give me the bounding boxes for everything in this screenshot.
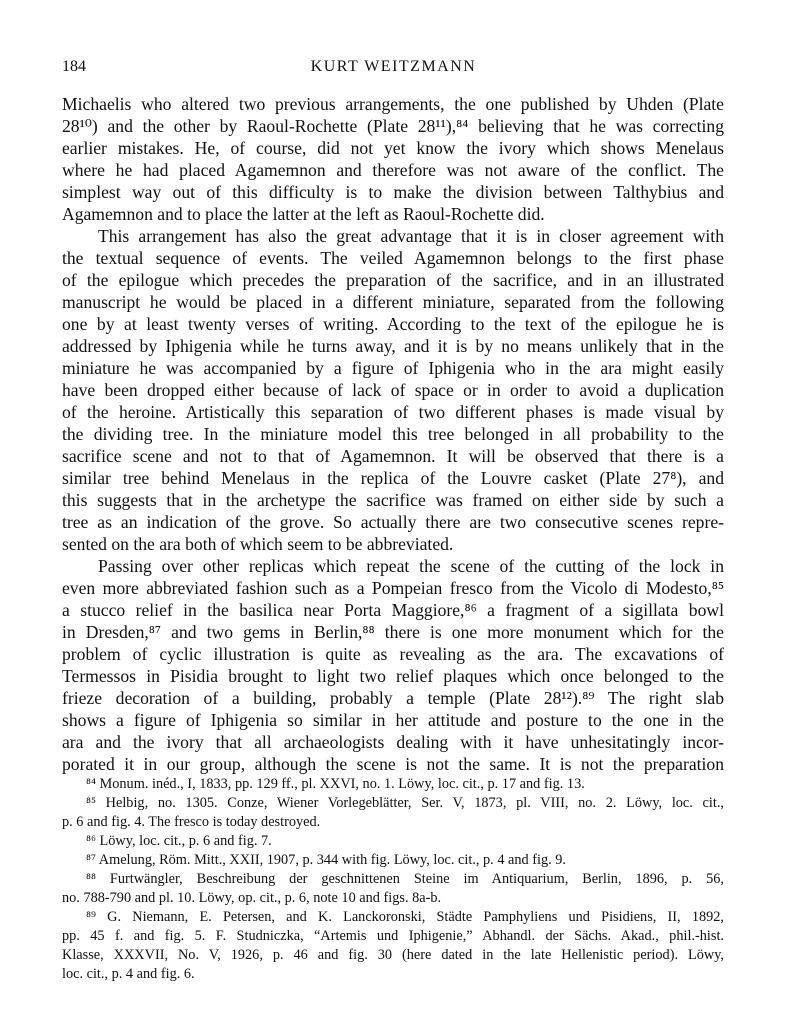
body-line: 28¹⁰) and the other by Raoul-Rochette (Plate 28¹¹),⁸⁴ believing that he was correcting <box>62 116 724 136</box>
body-line: in Dresden,⁸⁷ and two gems in Berlin,⁸⁸ there is one more monument which for the <box>62 622 724 642</box>
footnote-line: ⁸⁵ Helbig, no. 1305. Conze, Wiener Vorlegeblätter, Ser. V, 1873, pl. VIII, no. 2. Löwy, loc. cit., <box>86 795 724 811</box>
body-line: similar tree behind Menelaus in the replica of the Louvre casket (Plate 27⁸), and <box>62 468 724 488</box>
footnote-line: p. 6 and fig. 4. The fresco is today destroyed. <box>62 814 321 830</box>
footnote-line: ⁸⁴ Monum. inéd., I, 1833, pp. 129 ff., pl. XXVI, no. 1. Löwy, loc. cit., p. 17 and fig. 13. <box>86 776 585 792</box>
body-line: addressed by Iphigenia while he turns away, and it is by no means unlikely that in the <box>62 336 724 356</box>
body-line: of the heroine. Artistically this separation of two different phases is made visual by <box>62 402 724 422</box>
footnote-line: ⁸⁸ Furtwängler, Beschreibung der geschnittenen Steine im Antiquarium, Berlin, 1896, p. 56, <box>86 871 724 887</box>
body-line: this suggests that in the archetype the sacrifice was framed on either side by such a <box>62 490 724 510</box>
footnote-line: ⁸⁶ Löwy, loc. cit., p. 6 and fig. 7. <box>86 833 272 849</box>
body-line: frieze decoration of a building, probably a temple (Plate 28¹²).⁸⁹ The right slab <box>62 688 724 708</box>
body-line: sented on the ara both of which seem to be abbreviated. <box>62 534 454 554</box>
footnote-line: no. 788-790 and pl. 10. Löwy, op. cit., p. 6, note 10 and figs. 8a-b. <box>62 890 442 906</box>
body-line: Michaelis who altered two previous arrangements, the one published by Uhden (Plate <box>62 94 724 114</box>
body-line: simplest way out of this difficulty is to make the division between Talthybius and <box>62 182 724 202</box>
page-header <box>62 58 725 80</box>
body-line: of the epilogue which precedes the preparation of the sacrifice, and in an illustrated <box>62 270 724 290</box>
body-line: problem of cyclic illustration is quite as revealing as the ara. The excavations of <box>62 644 724 664</box>
body-line: a stucco relief in the basilica near Porta Maggiore,⁸⁶ a fragment of a sigillata bowl <box>62 600 724 620</box>
footnote-line: pp. 45 f. and fig. 5. F. Studniczka, “Artemis und Iphigenie,” Abhandl. der Sächs. Akad., phil.-hist. <box>62 928 724 944</box>
body-line: ara and the ivory that all archaeologists dealing with it have unhesitatingly incor- <box>62 732 724 752</box>
body-line: even more abbreviated fashion such as a Pompeian fresco from the Vicolo di Modesto,⁸⁵ <box>62 578 724 598</box>
body-line: one by at least twenty verses of writing. According to the text of the epilogue he is <box>62 314 724 334</box>
footnote-line: ⁸⁹ G. Niemann, E. Petersen, and K. Lanckoronski, Städte Pamphyliens und Pisidiens, II, 1892, <box>86 909 724 925</box>
body-line: Termessos in Pisidia brought to light two relief plaques which once belonged to the <box>62 666 724 686</box>
body-text <box>62 93 724 775</box>
body-line: earlier mistakes. He, of course, did not yet know the ivory which shows Menelaus <box>62 138 724 158</box>
body-line: the dividing tree. In the miniature model this tree belonged in all probability to the <box>62 424 724 444</box>
footnote-line: loc. cit., p. 4 and fig. 6. <box>62 966 195 982</box>
body-line: where he had placed Agamemnon and therefore was not aware of the conflict. The <box>62 160 724 180</box>
body-line: manuscript he would be placed in a different miniature, separated from the following <box>62 292 724 312</box>
body-line: have been dropped either because of lack of space or in order to avoid a duplication <box>62 380 724 400</box>
running-title: KURT WEITZMANN <box>310 58 477 75</box>
body-line: This arrangement has also the great advantage that it is in closer agreement with <box>98 226 724 246</box>
body-line: tree as an indication of the grove. So actually there are two consecutive scenes repre- <box>62 512 724 532</box>
footnote-line: Klasse, XXXVII, No. V, 1926, p. 46 and fig. 30 (here dated in the late Hellenistic period). Löwy, <box>62 947 724 963</box>
body-line: porated it in our group, although the scene is not the same. It is not the preparation <box>62 754 724 774</box>
footnotes <box>62 775 724 984</box>
body-line: the textual sequence of events. The veiled Agamemnon belongs to the first phase <box>62 248 724 268</box>
body-line: sacrifice scene and not to that of Agamemnon. It will be observed that there is a <box>62 446 724 466</box>
body-line: miniature he was accompanied by a figure of Iphigenia who in the ara might easily <box>62 358 724 378</box>
page-number: 184 <box>62 58 86 75</box>
body-line: Passing over other replicas which repeat the scene of the cutting of the lock in <box>98 556 724 576</box>
body-line: shows a figure of Iphigenia so similar in her attitude and posture to the one in the <box>62 710 724 730</box>
body-line: Agamemnon and to place the latter at the left as Raoul-Rochette did. <box>62 204 545 224</box>
footnote-line: ⁸⁷ Amelung, Röm. Mitt., XXII, 1907, p. 344 with fig. Löwy, loc. cit., p. 4 and fig. 9. <box>86 852 567 868</box>
